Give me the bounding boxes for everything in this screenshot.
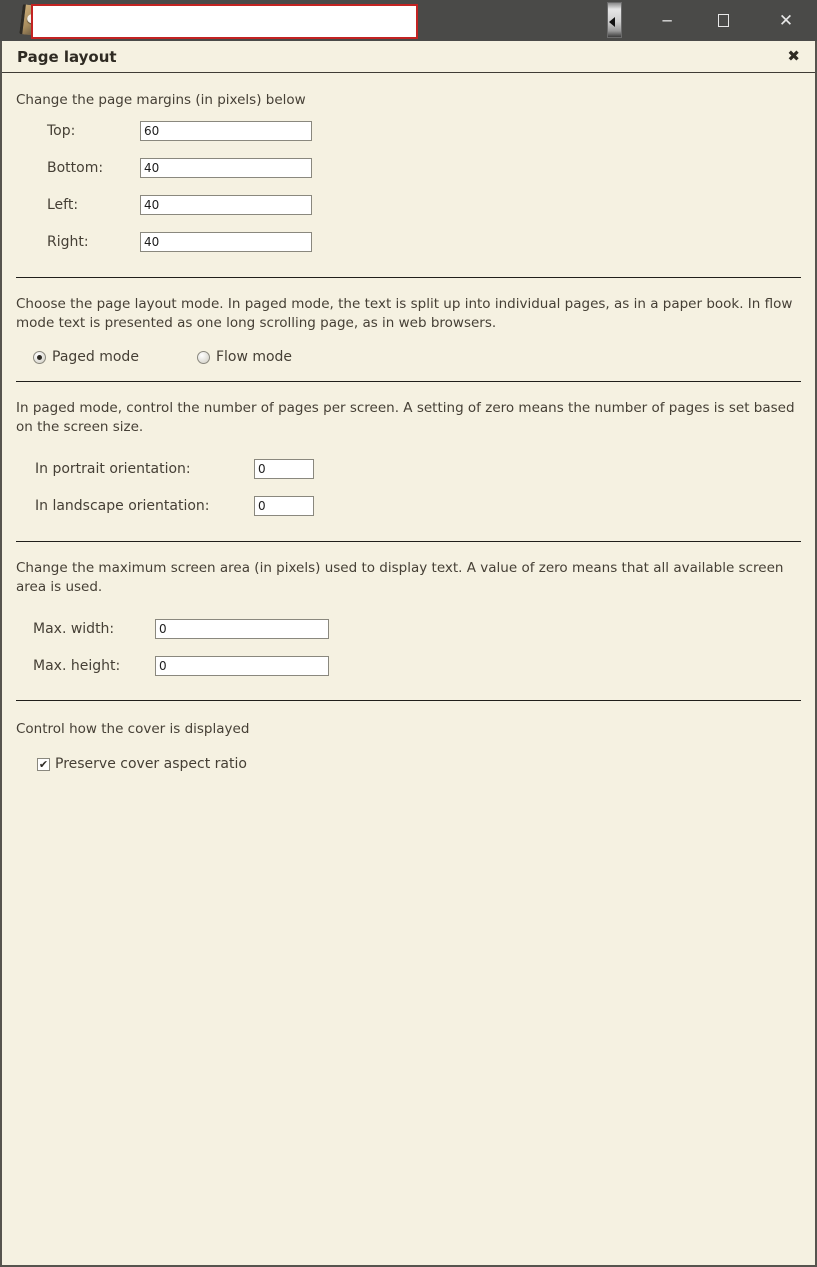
paged-mode-label[interactable]: Paged mode <box>52 349 139 365</box>
flow-mode-label[interactable]: Flow mode <box>215 349 293 365</box>
pages-per-screen-description: In paged mode, control the number of pages per screen. A setting of zero means the number of pages is set based on the screen size. <box>16 400 795 435</box>
margin-top-row <box>47 121 801 141</box>
section-divider <box>16 381 801 382</box>
maximize-button[interactable] <box>700 0 746 41</box>
landscape-pages-row <box>35 496 801 516</box>
layout-mode-description: Choose the page layout mode. In paged mode, the text is split up into individual pages, as in a paper book. In flow mode text is presented as one long scrolling page, as in web browsers. <box>16 296 793 331</box>
margins-description: Change the page margins (in pixels) below <box>16 92 306 108</box>
max-width-input[interactable] <box>155 619 329 639</box>
margin-top-input[interactable] <box>140 121 312 141</box>
max-height-input[interactable] <box>155 656 329 676</box>
margin-bottom-input[interactable] <box>140 158 312 178</box>
portrait-pages-input[interactable] <box>254 459 314 479</box>
dialog-close-icon[interactable]: ✖ <box>787 47 800 65</box>
max-height-row <box>33 656 801 676</box>
close-window-icon: ✕ <box>778 10 794 31</box>
layout-mode-options <box>33 349 801 365</box>
landscape-pages-input[interactable] <box>254 496 314 516</box>
preserve-cover-checkbox[interactable]: ✔ <box>38 757 49 771</box>
max-width-row <box>33 619 801 639</box>
margin-bottom-label: Bottom: <box>47 160 104 176</box>
close-window-button[interactable] <box>763 0 809 41</box>
paged-mode-radio[interactable] <box>33 351 46 364</box>
portrait-pages-label: In portrait orientation: <box>35 461 191 477</box>
dialog-content <box>2 91 815 772</box>
minimize-button[interactable] <box>644 0 690 41</box>
minimize-icon: ─ <box>662 11 672 30</box>
preserve-cover-row <box>37 756 801 772</box>
max-screen-area-description: Change the maximum screen area (in pixels) used to display text. A value of zero means that all available screen area is used. <box>16 560 784 595</box>
maximize-icon <box>718 14 729 27</box>
margin-bottom-row <box>47 158 801 178</box>
margin-left-row <box>47 195 801 215</box>
page-title: Page layout <box>17 47 117 66</box>
margin-right-input[interactable] <box>140 232 312 252</box>
preserve-cover-label[interactable]: Preserve cover aspect ratio <box>55 756 247 772</box>
titlebar-text-input[interactable] <box>31 4 418 39</box>
margin-left-label: Left: <box>47 197 79 213</box>
max-height-label: Max. height: <box>33 658 121 674</box>
portrait-pages-row <box>35 459 801 479</box>
margin-left-input[interactable] <box>140 195 312 215</box>
margin-right-label: Right: <box>47 234 89 250</box>
cover-description: Control how the cover is displayed <box>16 721 250 737</box>
max-width-label: Max. width: <box>33 621 115 637</box>
page-layout-dialog <box>0 41 817 1267</box>
section-divider <box>16 541 801 542</box>
section-divider <box>16 700 801 701</box>
section-divider <box>16 277 801 278</box>
margin-right-row <box>47 232 801 252</box>
flow-mode-radio[interactable] <box>197 351 210 364</box>
dialog-header <box>2 41 815 73</box>
titlebar <box>0 0 817 41</box>
scrollbar-thumb-icon[interactable] <box>607 2 622 38</box>
landscape-pages-label: In landscape orientation: <box>35 498 210 514</box>
margin-top-label: Top: <box>47 123 76 139</box>
